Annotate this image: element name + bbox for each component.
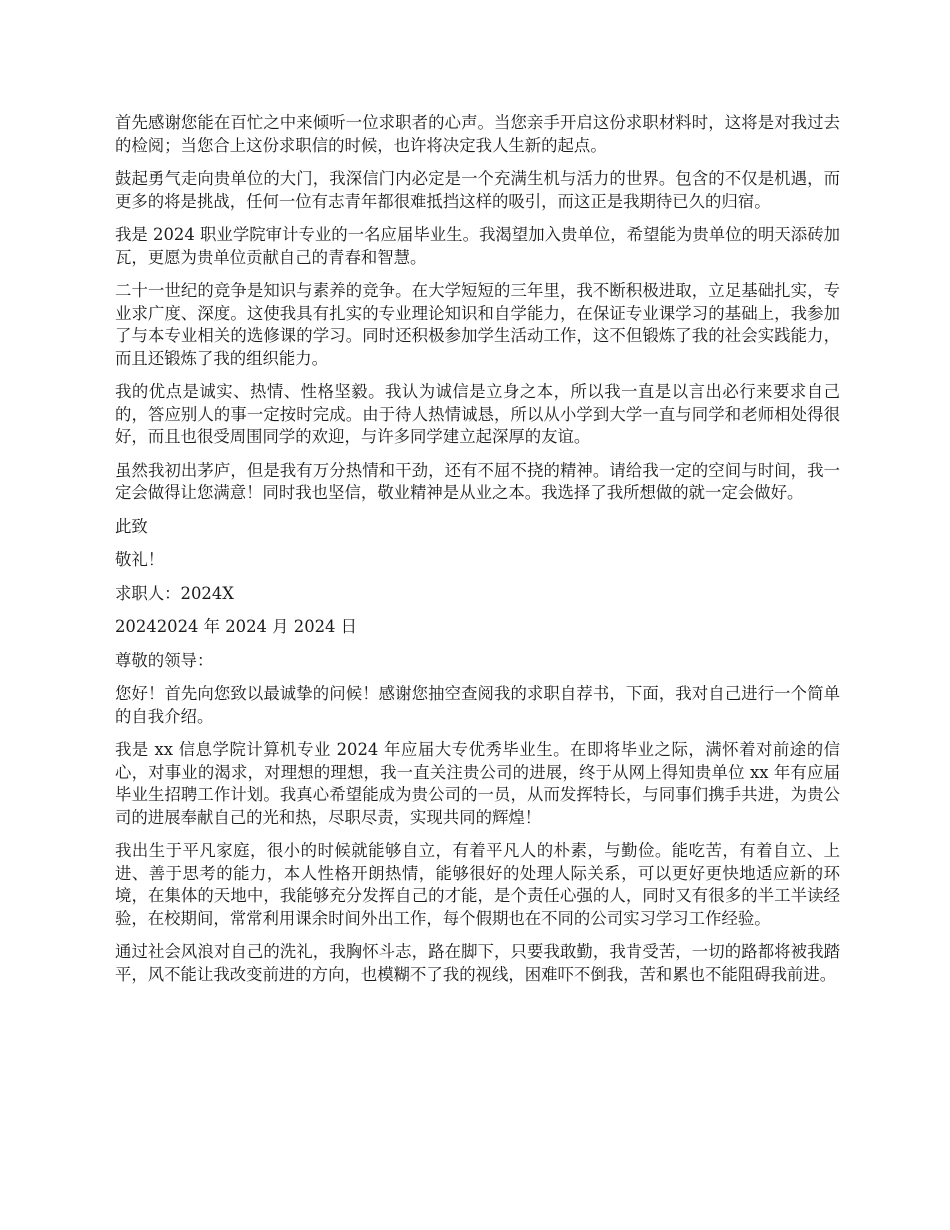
self-intro-paragraph: 我是 2024 职业学院审计专业的一名应届毕业生。我渴望加入贵单位，希望能为贵单位的明天添砖加瓦，更愿为贵单位贡献自己的青春和智慧。 [115,225,840,267]
strengths-paragraph: 我的优点是诚实、热情、性格坚毅。我认为诚信是立身之本，所以我一直是以言出必行来要求自己的，答应别人的事一定按时完成。由于待人热情诚恳，所以从小学到大学一直与同学和老师相处得很好，而且也很受周围同学的欢迎，与许多同学建立起深厚的友谊。 [115,382,840,446]
intro-paragraph: 首先感谢您能在百忙之中来倾听一位求职者的心声。当您亲手开启这份求职材料时，这将是对我过去的检阅；当您合上这份求职信的时候，也许将决定我人生新的起点。 [115,113,840,155]
date-line: 20242024 年 2024 月 2024 日 [115,617,358,636]
closing-paragraph: 虽然我初出茅庐，但是我有万分热情和干劲，还有不屈不挠的精神。请给我一定的空间与时间，我一定会做得让您满意！同时我也坚信，敬业精神是从业之本。我选择了我所想做的就一定会做好。 [115,460,840,502]
second-letter-greeting: 尊敬的领导： [115,650,214,670]
regards-line: 敬礼！ [115,550,165,569]
education-paragraph: 二十一世纪的竞争是知识与素养的竞争。在大学短短的三年里，我不断积极进取，立足基础扎实，专业求广度、深度。这使我具有扎实的专业理论知识和自学能力，在保证专业课学习的基础上，我参加了与本专业相关的选修课的学习。同时还积极参加学生活动工作，这不但锻炼了我的社会实践能力，而且还锻炼了我的组织能力。 [115,281,840,368]
second-letter-personality: 我出生于平凡家庭，很小的时候就能够自立，有着平凡人的朴素，与勤俭。能吃苦，有着自立、上进、善于思考的能力，本人性格开朗热情，能够很好的处理人际关系，可以更好更快地适应新的环境，在集体的天地中，我能够充分发挥自己的才能，是个责任心强的人，同时又有很多的半工半读经验，在校期间，常常利用课余时间外出工作，每个假期也在不同的公司实习学习工作经验。 [115,841,840,928]
document-page [115,112,840,986]
second-letter-background: 我是 xx 信息学院计算机专业 2024 年应届大专优秀毕业生。在即将毕业之际，满怀着对前途的信心，对事业的渴求，对理想的理想，我一直关注贵公司的进展，终于从网上得知贵单位 xx 年有应届毕业生招聘工作计划。我真心希望能成为贵公司的一员，从而发挥特长，与同事们携手共进，为贵公司的进展奉献自己的光和热，尽职尽责，实现共同的辉煌！ [115,740,840,827]
salutation-line: 此致 [115,516,148,536]
second-letter-resolve: 通过社会风浪对自己的洗礼，我胸怀斗志，路在脚下，只要我敢勤，我肯受苦，一切的路都将被我踏平，风不能让我改变前进的方向，也模糊不了我的视线，困难吓不倒我，苦和累也不能阻碍我前进。 [115,942,840,984]
applicant-line: 求职人：2024X [115,583,234,603]
second-letter-opening: 您好！首先向您致以最诚挚的问候！感谢您抽空查阅我的求职自荐书，下面，我对自己进行一个简单的自我介绍。 [115,684,840,726]
motivation-paragraph: 鼓起勇气走向贵单位的大门，我深信门内必定是一个充满生机与活力的世界。包含的不仅是机遇，而更多的将是挑战，任何一位有志青年都很难抵挡这样的吸引，而这正是我期待已久的归宿。 [115,169,840,211]
